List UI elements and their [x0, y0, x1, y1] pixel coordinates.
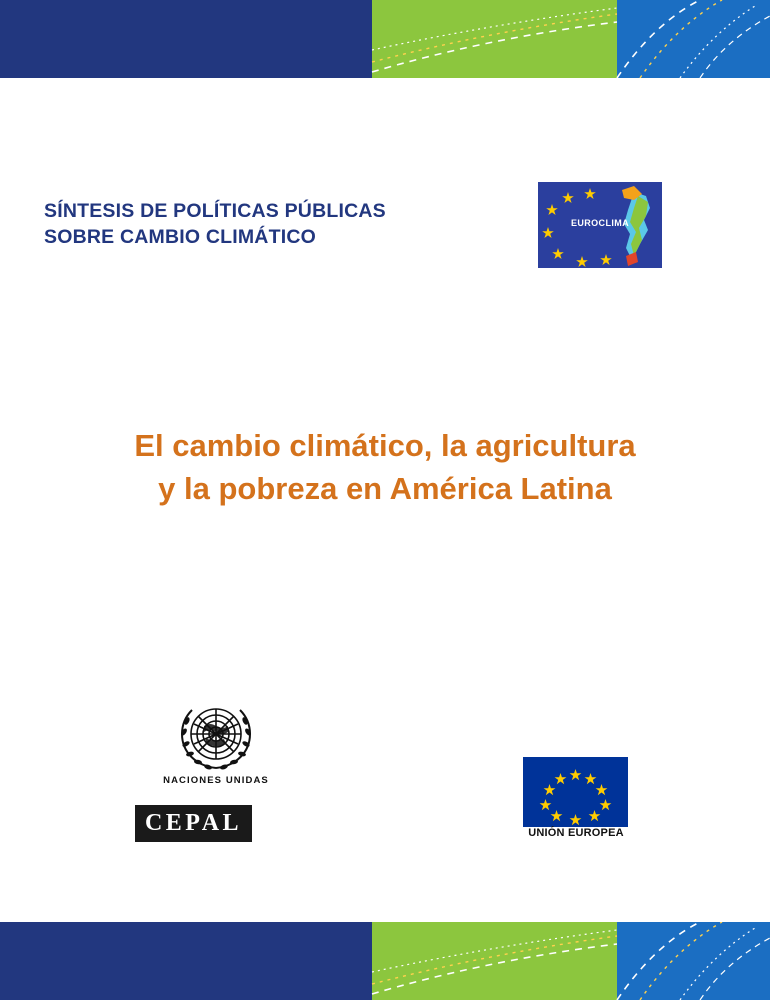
un-caption: NACIONES UNIDAS: [163, 775, 269, 786]
top-decorative-band: [0, 0, 770, 78]
euroclima-label: EUROCLIMA: [570, 218, 630, 228]
european-union-logo: [520, 757, 680, 847]
bottom-decorative-band: [0, 922, 770, 1000]
eu-caption: UNIÓN EUROPEA: [528, 827, 624, 839]
page-title: [60, 424, 710, 510]
band-curves-graphic-bottom: [0, 922, 770, 1000]
series-title-line-2: SOBRE CAMBIO CLIMÁTICO: [44, 226, 316, 248]
series-title: [44, 198, 504, 250]
un-emblem-icon: [168, 700, 264, 772]
band-curves-graphic: [0, 0, 770, 78]
euroclima-logo: [538, 182, 662, 268]
band-white-gap-bottom: [0, 914, 770, 922]
band-white-gap-top: [0, 78, 770, 86]
page-title-line-2: y la pobreza en América Latina: [158, 471, 612, 506]
series-title-line-1: SÍNTESIS DE POLÍTICAS PÚBLICAS: [44, 200, 386, 222]
page-title-line-1: El cambio climático, la agricultura: [134, 428, 636, 463]
united-nations-logo: [135, 700, 315, 845]
eu-flag-icon: [523, 757, 628, 827]
cepal-wordmark: CEPAL: [135, 805, 252, 842]
